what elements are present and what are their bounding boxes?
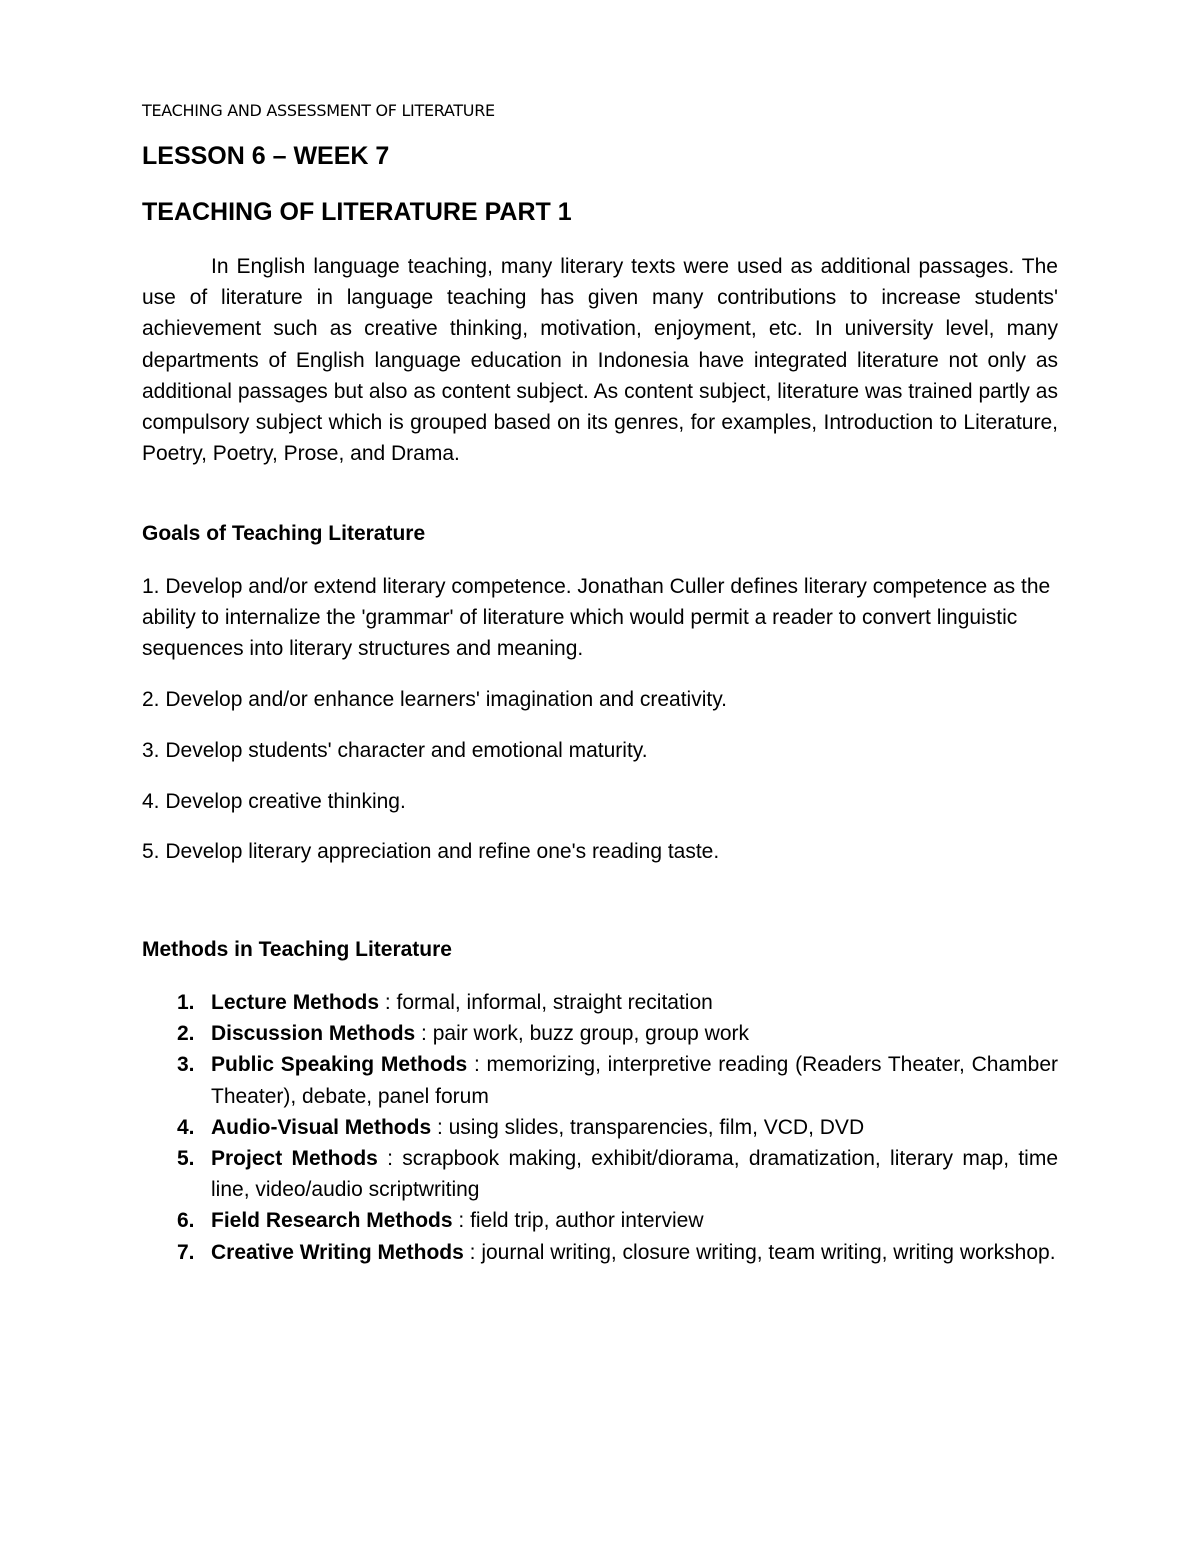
method-number: 4.	[177, 1115, 195, 1139]
goal-item-1: 1. Develop and/or extend literary competence. Jonathan Culler defines literary competence as the ability to internalize the 'grammar' of literature which would permit a reader to convert linguistic sequences into literary structures and meaning.	[142, 575, 1051, 661]
method-description: : journal writing, closure writing, team writing, writing workshop.	[463, 1240, 1056, 1264]
method-description: : using slides, transparencies, film, VCD, DVD	[431, 1115, 865, 1139]
method-description: : memorizing, interpretive reading (Readers Theater, Chamber Theater), debate, panel forum	[211, 1053, 1058, 1108]
method-description: : field trip, author interview	[452, 1209, 704, 1233]
method-description: : formal, informal, straight recitation	[379, 991, 713, 1014]
method-item-5	[142, 1143, 1058, 1205]
method-number: 5.	[177, 1147, 195, 1171]
goal-item-4: 4. Develop creative thinking.	[142, 790, 406, 813]
method-item-3	[142, 1049, 1058, 1111]
course-header: TEACHING AND ASSESSMENT OF LITERATURE	[142, 101, 495, 120]
method-number: 6.	[177, 1209, 195, 1233]
method-number: 2.	[177, 1022, 195, 1046]
intro-paragraph: In English language teaching, many literary texts were used as additional passages. The use of literature in language teaching has given many contributions to increase students' achievement such as creative thinking, motivation, enjoyment, etc. In university level, many departments of English language education in Indonesia have integrated literature not only as additional passages but also as content subject. As content subject, literature was trained partly as compulsory subject which is grouped based on its genres, for examples, Introduction to Literature, Poetry, Poetry, Prose, and Drama.	[142, 255, 1058, 466]
method-description: : pair work, buzz group, group work	[415, 1022, 750, 1046]
method-item-4	[142, 1112, 1058, 1143]
method-name: Audio-Visual Methods	[211, 1115, 432, 1139]
method-item-6	[142, 1205, 1058, 1236]
method-number: 1.	[177, 991, 195, 1014]
method-name: Lecture Methods	[211, 991, 380, 1014]
method-name: Public Speaking Methods	[211, 1053, 468, 1077]
method-name: Creative Writing Methods	[211, 1240, 464, 1264]
method-name: Project Methods	[211, 1147, 378, 1171]
method-item-2	[142, 1018, 1058, 1049]
lesson-topic: TEACHING OF LITERATURE PART 1	[142, 198, 572, 226]
method-number: 7.	[177, 1240, 195, 1264]
goal-item-2: 2. Develop and/or enhance learners' imagination and creativity.	[142, 688, 727, 711]
methods-heading: Methods in Teaching Literature	[142, 938, 452, 961]
goals-heading: Goals of Teaching Literature	[142, 522, 426, 545]
goal-item-3: 3. Develop students' character and emotional maturity.	[142, 739, 648, 762]
lesson-title: LESSON 6 – WEEK 7	[142, 142, 390, 170]
goal-item-5: 5. Develop literary appreciation and refine one's reading taste.	[142, 840, 720, 863]
method-item-1	[142, 987, 1058, 1018]
method-name: Field Research Methods	[211, 1209, 453, 1233]
method-item-7	[142, 1237, 1058, 1268]
method-number: 3.	[177, 1053, 195, 1077]
method-description: : scrapbook making, exhibit/diorama, dramatization, literary map, time line, video/audio scriptwriting	[211, 1147, 1058, 1202]
method-name: Discussion Methods	[211, 1022, 416, 1046]
methods-list	[142, 987, 1058, 1268]
